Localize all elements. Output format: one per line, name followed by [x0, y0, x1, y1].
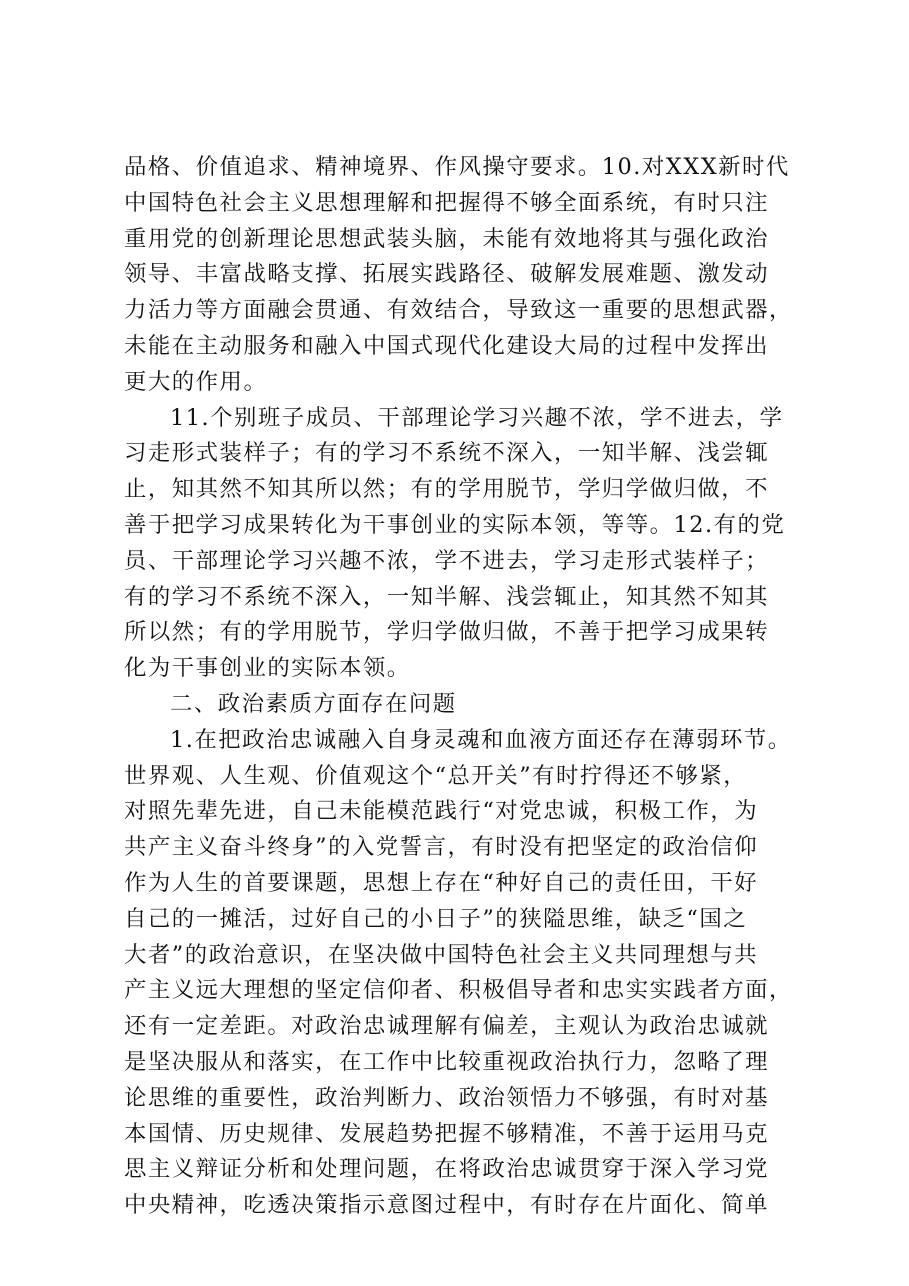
text-line: 本国情、历史规律、发展趋势把握不够精准，不善于运用马克: [124, 1120, 770, 1147]
text-line: 有的学习不系统不深入，一知半解、浅尝辄止，知其然不知其: [124, 583, 770, 610]
text-line: 力活力等方面融会贯通、有效结合，导致这一重要的思想武器，: [124, 297, 793, 324]
text-line: 对照先辈先进，自己未能模范践行“对党忠诚，积极工作，为: [124, 798, 759, 825]
text-line: 大者”的政治意识，在坚决做中国特色社会主义共同理想与共: [124, 941, 759, 968]
text-line: 品格、价值追求、精神境界、作风操守要求。10.对XXX新时代: [124, 154, 790, 180]
text-line: 更大的作用。: [124, 368, 268, 395]
text-line: 领导、丰富战略支撑、拓展实践路径、破解发展难题、激发动: [124, 261, 770, 288]
text-line: 自己的一摊活，过好自己的小日子”的狭隘思维，缺乏“国之: [124, 905, 748, 932]
text-line: 未能在主动服务和融入中国式现代化建设大局的过程中发挥出: [124, 332, 770, 359]
text-line: 二、政治素质方面存在问题: [170, 690, 457, 717]
text-line: 所以然；有的学用脱节，学归学做归做，不善于把学习成果转: [124, 619, 770, 646]
text-line: 世界观、人生观、价值观这个“总开关”有时拧得还不够紧，: [124, 762, 748, 789]
text-line: 是坚决服从和落实，在工作中比较重视政治执行力，忽略了理: [124, 1048, 770, 1075]
text-line: 中国特色社会主义思想理解和把握得不够全面系统，有时只注: [124, 189, 770, 216]
text-line: 习走形式装样子；有的学习不系统不深入，一知半解、浅尝辄: [124, 440, 770, 467]
text-line: 中央精神，吃透决策指示意图过程中，有时存在片面化、简单: [124, 1192, 770, 1219]
text-line: 11.个别班子成员、干部理论学习兴趣不浓，学不进去，学: [170, 404, 784, 431]
text-line: 还有一定差距。对政治忠诚理解有偏差，主观认为政治忠诚就: [124, 1013, 770, 1040]
document-body: [124, 150, 824, 1224]
text-line: 化为干事创业的实际本领。: [124, 655, 411, 682]
text-line: 论思维的重要性，政治判断力、政治领悟力不够强，有时对基: [124, 1084, 770, 1111]
text-line: 止，知其然不知其所以然；有的学用脱节，学归学做归做，不: [124, 476, 770, 503]
text-line: 思主义辩证分析和处理问题，在将政治忠诚贯穿于深入学习党: [124, 1156, 770, 1183]
text-line: 1.在把政治忠诚融入自身灵魂和血液方面还存在薄弱环节。: [170, 726, 792, 753]
text-line: 重用党的创新理论思想武装头脑，未能有效地将其与强化政治: [124, 225, 770, 252]
text-line: 产主义远大理想的坚定信仰者、积极倡导者和忠实实践者方面，: [124, 977, 793, 1004]
text-line: 员、干部理论学习兴趣不浓，学不进去，学习走形式装样子；: [124, 547, 770, 574]
text-line: 善于把学习成果转化为干事创业的实际本领，等等。12.有的党: [124, 511, 786, 538]
text-line: 共产主义奋斗终身”的入党誓言，有时没有把坚定的政治信仰: [124, 834, 759, 861]
text-line: 作为人生的首要课题，思想上存在“种好自己的责任田，干好: [124, 869, 759, 896]
